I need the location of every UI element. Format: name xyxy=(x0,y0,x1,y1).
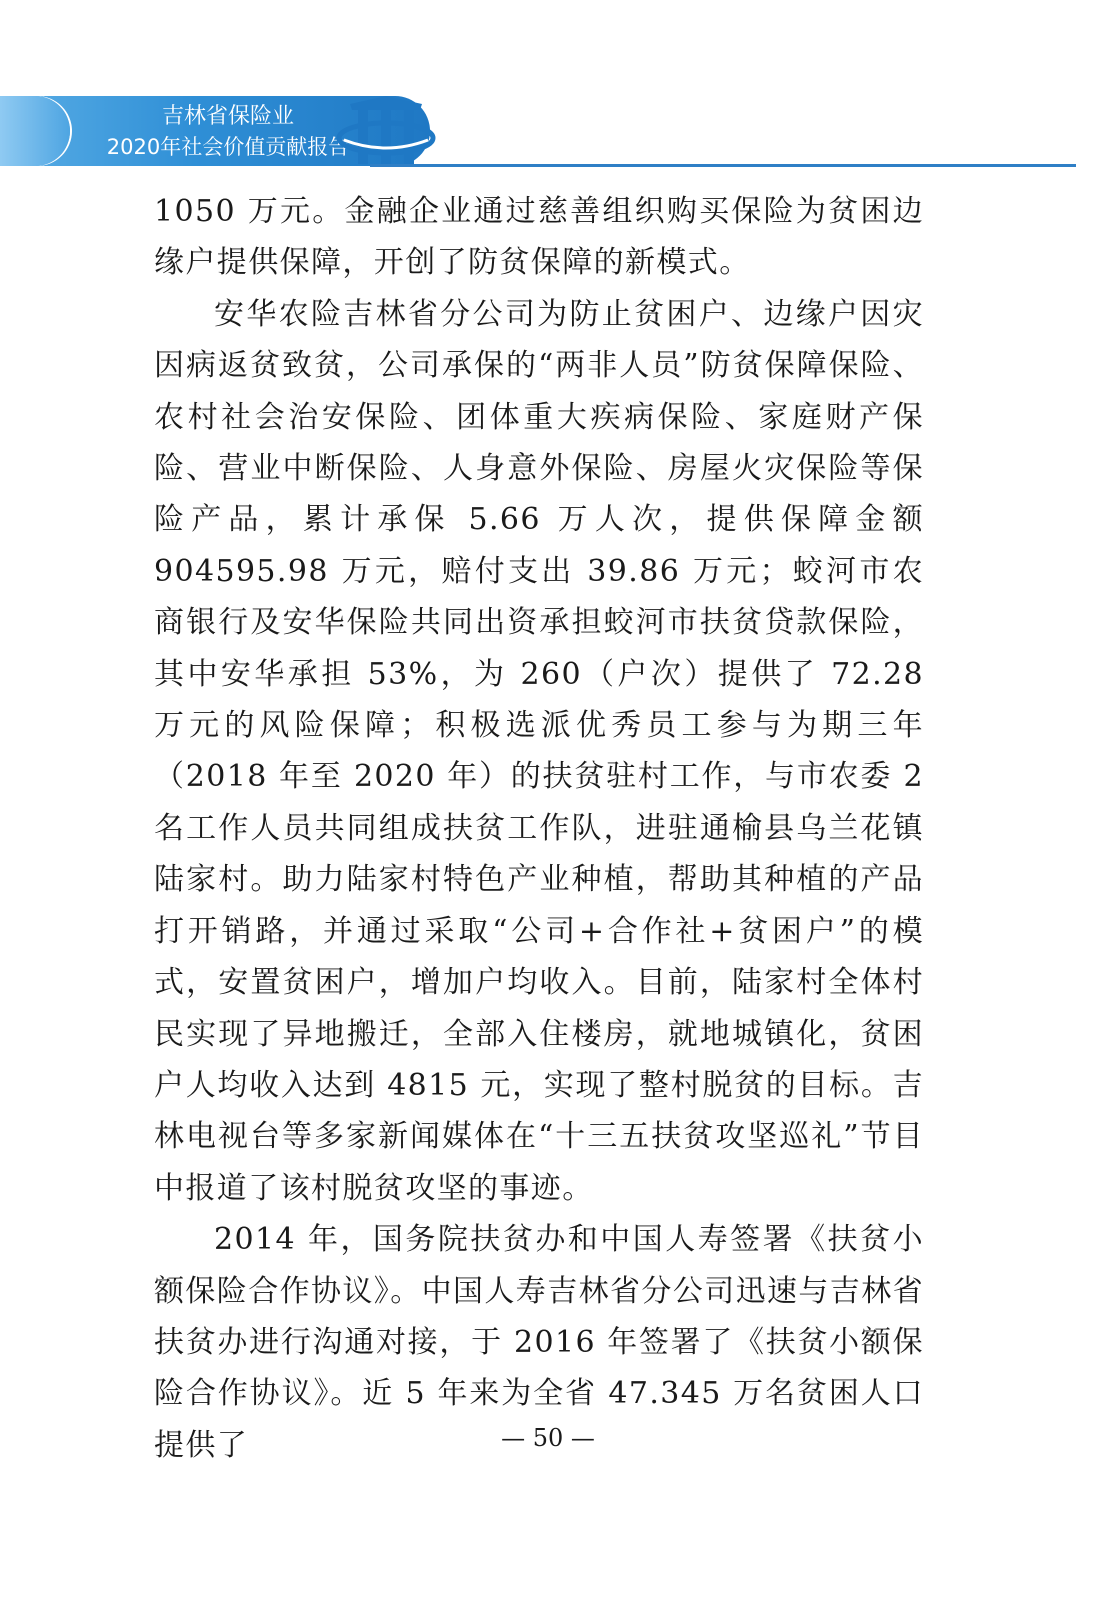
paragraph-china-life: 2014 年，国务院扶贫办和中国人寿签署《扶贫小额保险合作协议》。中国人寿吉林省分公司迅速与吉林省扶贫办进行沟通对接，于 2016 年签署了《扶贫小额保险合作协议》。近 5 年来为全省 47.345 万名贫困人口提供了 xyxy=(154,1222,924,1463)
header-title-line1: 吉林省保险业 xyxy=(161,104,294,129)
paragraph-continued: 1050 万元。金融企业通过慈善组织购买保险为贫困边缘户提供保障，开创了防贫保障的新模式。 xyxy=(154,194,924,281)
header-title-line2: 2020年社会价值贡献报告 xyxy=(106,135,350,159)
page-number: — 50 — xyxy=(501,1424,595,1452)
report-body xyxy=(154,186,924,1471)
report-header xyxy=(0,96,1096,174)
insurance-logo-icon xyxy=(336,94,436,170)
paragraph-anhua: 安华农险吉林省分公司为防止贫困户、边缘户因灾因病返贫致贫，公司承保的“两非人员”防贫保障保险、农村社会治安保险、团体重大疾病保险、家庭财产保险、营业中断保险、人身意外保险、房屋火灾保险等保险产品，累计承保 5.66 万人次，提供保障金额 904595.98 万元，赔付支出 39.86 万元；蛟河市农商银行及安华保险共同出资承担蛟河市扶贫贷款保险，其中安华承担 53%，为 260（户次）提供了 72.28 万元的风险保障；积极选派优秀员工参与为期三年（2018 年至 2020 年）的扶贫驻村工作，与市农委 2 名工作人员共同组成扶贫工作队，进驻通榆县乌兰花镇陆家村。助力陆家村特色产业种植，帮助其种植的产品打开销路，并通过采取“公司+合作社+贫困户”的模式，安置贫困户，增加户均收入。目前，陆家村全体村民实现了异地搬迁，全部入住楼房，就地城镇化，贫困户人均收入达到 4815 元，实现了整村脱贫的目标。吉林电视台等多家新闻媒体在“十三五扶贫攻坚巡礼”节目中报道了该村脱贫攻坚的事迹。 xyxy=(154,296,924,1206)
header-title xyxy=(78,102,378,162)
header-rule xyxy=(370,164,1076,167)
header-cap xyxy=(0,96,70,166)
